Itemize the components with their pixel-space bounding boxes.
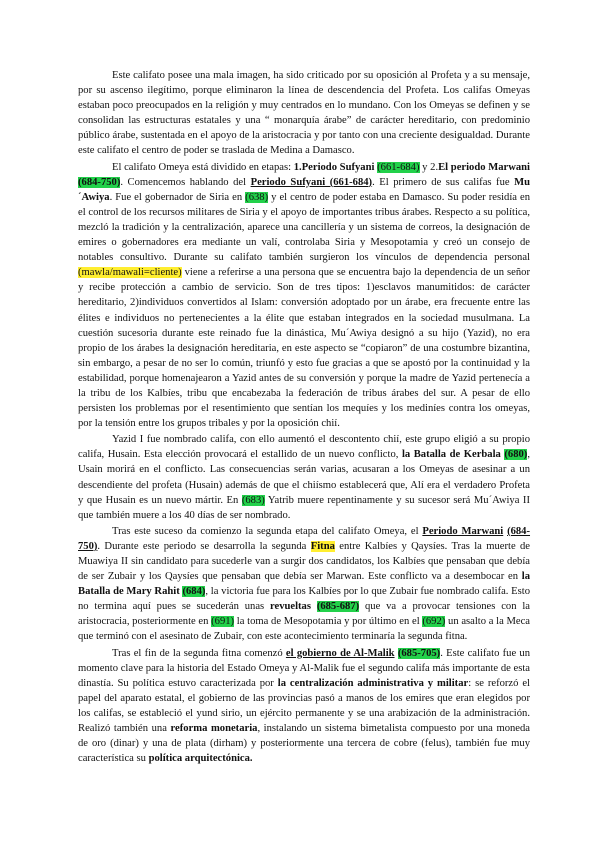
date-highlight: (661-684) — [377, 161, 420, 173]
term-periodo-marwani: El periodo Marwani — [438, 161, 530, 173]
paragraph-periods — [78, 160, 530, 432]
text: y el centro de poder estaba en Damasco. Su poder residía en el control de los recursos militares de Siria y el apoyo de importantes tribus árabes. Respecto a su política, mezcló la tradición y la centralización, aparece una cancillería y un sistema de correos, la designación de emires o gobernadores era mediante un valí, controlaba Siria y Mesopotamia y creó un consejo de notables consultivo. Durante su califato también surgieron los vínculos de dependencia personal — [78, 191, 530, 264]
text: Yazid I fue nombrado califa, con ello aumentó el descontento chií, este grupo eligió a su propio califa, Husain. Esta elección provocará el estallido de un nuevo conflicto, — [78, 434, 530, 461]
term-highlight: Fitna — [310, 540, 335, 552]
date-highlight: (684-750) — [78, 176, 121, 188]
text: un asalto a la Meca que terminó con el asesinato de Zubair, con este acontecimiento terminaría la segunda fitna. — [78, 616, 531, 643]
text: , instalando un sistema bimetalista compuesto por una moneda de oro (dinar) y una de plata (dirham) y posteriormente una tercera de cobre (felus), también fue muy característica su — [78, 723, 530, 765]
text: . Comencemos hablando del — [120, 176, 251, 188]
text: Tras el fin de la segunda fitna comenzó — [112, 647, 286, 659]
term-reforma-monetaria: reforma monetaria — [170, 723, 258, 735]
paragraph-marwani — [78, 524, 530, 645]
text: la toma de Mesopotamia y por último en el — [234, 616, 423, 628]
text — [311, 601, 317, 612]
term-muawiya: Mu´Awiya — [78, 176, 530, 203]
text: : se reforzó el papel del aparato estatal, el gobierno de las provincias pasó a manos de los emires que eran elegidos por los califas, se estableció el yund sirio, un ejército permanente y se una arabización de la administración. Realizó también una — [78, 677, 530, 735]
text: . Este califato fue un momento clave para la historia del Estado Omeya y Al-Malik fue el segundo califa más importante de esta dinastía. Su política estuvo caracterizada por — [78, 647, 530, 689]
date-highlight: (685-687) — [316, 601, 360, 613]
paragraph-al-malik — [78, 646, 530, 767]
term-highlight: (mawla/mawali=cliente) — [78, 267, 182, 279]
term-politica-arquitectonica: política arquitectónica. — [148, 753, 253, 765]
term-periodo-sufyani: 1.Periodo Sufyani — [293, 161, 375, 173]
text: . Durante este periodo se desarrolla la segunda — [97, 540, 311, 552]
date-highlight: (684) — [182, 586, 206, 598]
section-heading-sufyani: Periodo Sufyani (661-684) — [250, 176, 373, 188]
section-heading-marwani: Periodo Marwani — [422, 525, 504, 537]
term-revueltas: revueltas — [269, 601, 311, 613]
text: Yatrib muere repentinamente y su sucesor será Mu´Awiya II que también muere a los 40 días de ser nombrado. — [78, 494, 530, 521]
text: . Fue el gobernador de Siria en — [109, 191, 246, 203]
text: que va a provocar tensiones con la aristocracia, posteriormente en — [78, 601, 530, 628]
section-heading-al-malik: el gobierno de Al-Malik — [285, 647, 395, 659]
text: , Usain morirá en el conflicto. Las consecuencias serán varias, acusaran a los Omeyas de asesinar a un descendiente del profeta (Husain) además de que el chiísmo establecerá que, Alí era el verdadero Profeta y que Husain es un nuevo mártir. En — [78, 449, 530, 506]
term-centralizacion: la centralización administrativa y militar — [277, 677, 469, 689]
text: viene a referirse a una persona que se encuentra bajo la dependencia de un señor y recibe protección a cambio de servicio. Son de tres tipos: 1)esclavos manumitidos: de carácter hereditario, 2)individuos convertidos al Islam: conversión adoptado por un árabe, era frecuente entre las élites e individuos no pertenecientes a la élite que estaban integrados en la sociedad musulmana. La cuestión sucesoria durante este reinado fue la dinástica, Mu´Awiya designó a su hijo (Yazid), no era propio de los árabes la designación hereditaria, en este aspecto se “copiaron” de una costumbre bizantina, sin embargo, a pesar de no ser lo común, triunfó y esto fue gracias a que se apostó por la continuidad y la estabilidad, porque homenajearon a Yazid antes de su conversión y porque la madre de Yazid pertenecía a la tribu de los Kalbíes, tribu que encabezaba la federación de tribus árabes del sur. A pesar de ello persisten los problemas por el resentimiento que sentían los mequíes y los mediníes contra los omeyas, por la tensión entre los grupos tribales y por la oposición chií. — [78, 267, 530, 430]
date-highlight: (683) — [241, 494, 265, 506]
date-highlight: (685-705) — [397, 647, 441, 659]
term-batalla-mary-rahit: la Batalla de Mary Rahit — [78, 571, 530, 598]
paragraph-intro: Este califato posee una mala imagen, ha sido criticado por su oposición al Profeta y a su mensaje, por su ascenso ilegítimo, porque eliminaron la línea de descendencia del Profeta. Los califas Omeyas estaban poco preocupados en la religión y muy centrados en lo mundano. Con los Omeyas se definen y se consolidan las estructuras estatales y una “ monarquía árabe” de carácter hereditario, con predominio público árabe, sustentada en el apoyo de la aristocracia y por tanto con una creciente desigualdad. Durante este califato el centro de poder se traslada de Medina a Damasco. — [78, 70, 530, 157]
date-heading: (684-750) — [78, 525, 531, 552]
text: El califato Omeya está dividido en etapas: — [112, 161, 294, 173]
text: , la victoria fue para los Kalbíes por lo que Zubair fue nombrado califa. Esto no termina aquí pues se sucederán unas — [78, 586, 531, 613]
date-highlight: (638) — [245, 191, 269, 203]
date-highlight: (691) — [211, 616, 235, 628]
document-page — [78, 68, 530, 766]
text: entre Kalbíes y Qaysíes. Tras la muerte de Muawiya II sin candidato para sucederle van a surgir dos candidatos, los Kalbíes que pensaban que debía de ser Zubair y los Qaysíes que pensaban que debía ser Marwan. Este conflicto va a desembocar en — [78, 540, 530, 583]
text: . El primero de sus califas fue — [372, 176, 515, 188]
date-highlight: (680) — [504, 449, 528, 461]
date-highlight: (692) — [422, 616, 446, 628]
term-batalla-kerbala: la Batalla de Kerbala — [401, 449, 501, 461]
text: Tras este suceso da comienzo la segunda etapa del califato Omeya, el — [112, 525, 423, 537]
text: y 2. — [419, 161, 439, 173]
paragraph-yazid — [78, 432, 530, 523]
